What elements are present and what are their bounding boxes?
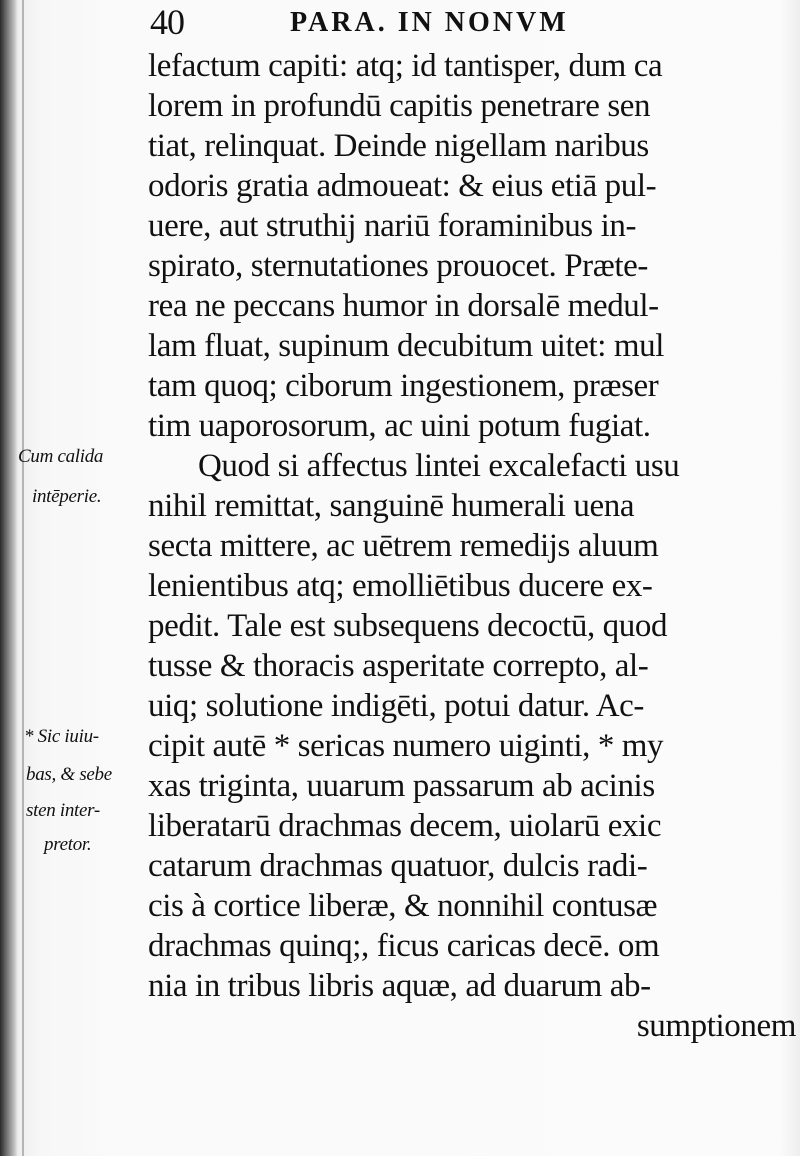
text-line: tam quoq; ciborum ingestionem, præser [148,368,659,404]
margin-note-line: sten inter- [26,800,100,821]
margin-note-line: pretor. [44,834,92,855]
margin-note-line: bas, & sebe [26,764,112,785]
margin-note-line: intēperie. [32,486,102,507]
text-line: rea ne peccans humor in dorsalē medul- [148,288,659,324]
text-line: cis à cortice liberæ, & nonnihil contusæ [148,888,658,924]
text-line: tim uaporosorum, ac uini potum fugiat. [148,408,651,444]
text-line: tiat, relinquat. Deinde nigellam naribus [148,128,649,164]
text-line: tusse & thoracis asperitate correpto, al- [148,648,649,684]
text-line: nia in tribus libris aquæ, ad duarum ab- [148,968,651,1004]
text-line: catarum drachmas quatuor, dulcis radi- [148,848,648,884]
text-line: lorem in profundū capitis penetrare sen [148,88,651,124]
text-line: uere, aut struthij nariū foraminibus in- [148,208,637,244]
body-text [148,46,796,1046]
text-line: secta mittere, ac uētrem remedijs aluum [148,528,659,564]
text-line: uiq; solutione indigēti, potui datur. Ac- [148,688,644,724]
page-header [150,2,770,42]
text-line: cipit autē * sericas numero uiginti, * my [148,728,664,764]
margin-note-line: * Sic iuiu- [24,726,99,747]
text-line: pedit. Tale est subsequens decoctū, quod [148,608,668,644]
running-head: PARA. IN NONVM [290,7,569,38]
text-line: spirato, sternutationes prouocet. Præte- [148,248,648,284]
text-line: drachmas quinq;, ficus caricas decē. om [148,928,660,964]
text-line: xas triginta, uuarum passarum ab acinis [148,768,655,804]
text-line: lefactum capiti: atq; id tantisper, dum ca [148,48,663,84]
text-line: Quod si affectus lintei excalefacti usu [198,448,680,484]
text-line: lam fluat, supinum decubitum uitet: mul [148,328,664,364]
catchword: sumptionem [636,1008,796,1044]
text-line: nihil remittat, sanguinē humerali uena [148,488,635,524]
text-line: odoris gratia admoueat: & eius etiā pul- [148,168,657,204]
page-number: 40 [150,2,184,42]
text-line: lenientibus atq; emolliētibus ducere ex- [148,568,653,604]
text-line: liberatarū drachmas decem, uiolarū exic [148,808,662,844]
margin-note-line: Cum calida [18,446,104,467]
gutter-line [22,0,24,1156]
page-gutter-shadow [0,0,18,1156]
